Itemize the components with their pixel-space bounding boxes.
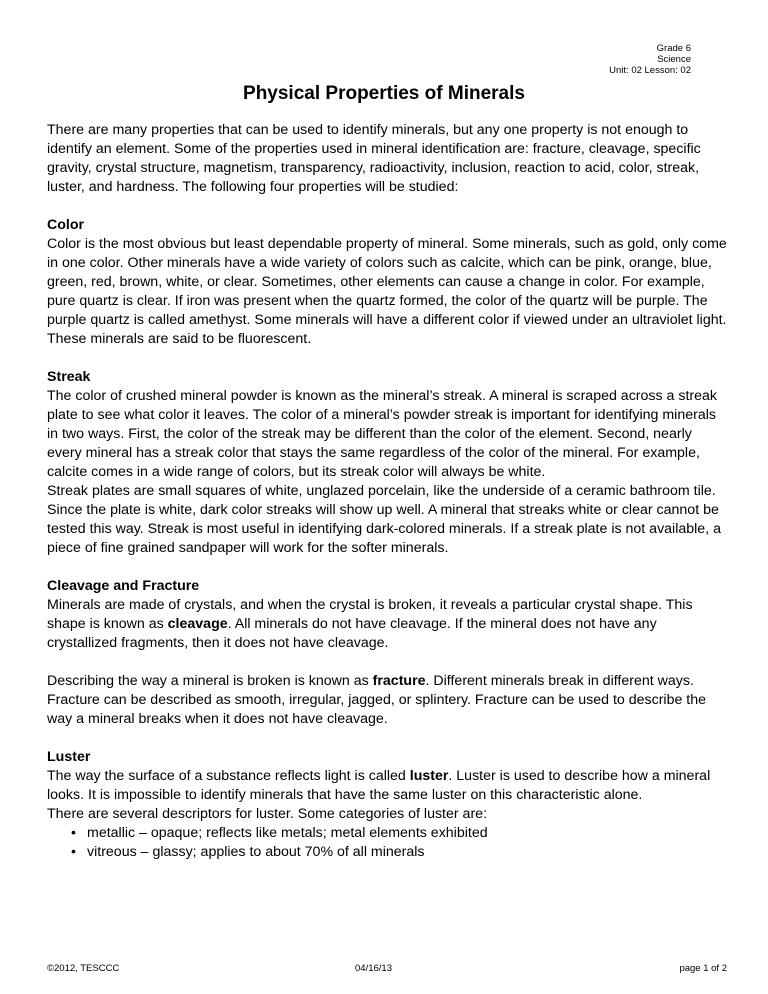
section-heading-streak: Streak (47, 369, 91, 385)
page-title: Physical Properties of Minerals (243, 83, 525, 104)
list-item: • metallic – opaque; reflects like metals; metal elements exhibited (87, 824, 727, 843)
luster-paragraph-1: The way the surface of a substance reflects light is called luster. Luster is used to describe how a mineral looks. It is impossible to identify minerals that have the same luster on this characteristic alone. (47, 768, 711, 803)
term-cleavage: cleavage (167, 616, 228, 632)
intro-paragraph: There are many properties that can be used to identify minerals, but any one property is not enough to identify an element. Some of the properties used in mineral identification are: fracture, cleavage, specific gravity, crystal structure, magnetism, transparency, radioactivity, inclusion, reaction to acid, color, streak, luster, and hardness. The following four properties will be studied: (47, 122, 701, 195)
header-grade: Grade 6 (656, 43, 691, 54)
document-body (47, 121, 727, 862)
footer-page-number: page 1 of 2 (679, 963, 727, 974)
section-heading-luster: Luster (47, 749, 91, 765)
footer-copyright: ©2012, TESCCC (47, 963, 120, 974)
luster-paragraph-2: There are several descriptors for luster. Some categories of luster are: (47, 806, 488, 822)
cleavage-paragraph: Minerals are made of crystals, and when the crystal is broken, it reveals a particular crystal shape. This shape is known as cleavage. All minerals do not have cleavage. If the mineral does not have any crystallized fragments, then it does not have cleavage. (47, 597, 693, 651)
header-subject: Science (657, 54, 691, 65)
header-unit: Unit: 02 Lesson: 02 (609, 65, 691, 76)
footer-date: 04/16/13 (355, 963, 392, 974)
term-luster: luster (409, 768, 449, 784)
color-paragraph: Color is the most obvious but least dependable property of mineral. Some minerals, such as gold, only come in one color. Other minerals have a wide variety of colors such as calcite, which can be pink, orange, blue, green, red, brown, white, or clear. Sometimes, other elements can cause a change in color. For example, pure quartz is clear. If iron was present when the quartz formed, the color of the quartz will be purple. The purple quartz is called amethyst. Some minerals will have a different color if viewed under an ultraviolet light. These minerals are said to be fluorescent. (47, 236, 727, 347)
section-heading-color: Color (47, 217, 85, 233)
term-fracture: fracture (372, 673, 426, 689)
list-item: • vitreous – glassy; applies to about 70% of all minerals (87, 843, 727, 862)
streak-paragraph-1: The color of crushed mineral powder is known as the mineral’s streak. A mineral is scraped across a streak plate to see what color it leaves. The color of a mineral’s powder streak is important for identifying minerals in two ways. First, the color of the streak may be different than the color of the element. Second, nearly every mineral has a streak color that stays the same regardless of the color of the mineral. For example, calcite comes in a wide range of colors, but its streak color will always be white. (47, 388, 717, 480)
section-heading-cleavage: Cleavage and Fracture (47, 578, 200, 594)
streak-paragraph-2: Streak plates are small squares of white, unglazed porcelain, like the underside of a ceramic bathroom tile. Since the plate is white, dark color streaks will show up well. A mineral that streaks white or clear cannot be tested this way. Streak is most useful in identifying dark-colored minerals. If a streak plate is not available, a piece of fine grained sandpaper will work for the softer minerals. (47, 483, 721, 556)
fracture-paragraph: Describing the way a mineral is broken is known as fracture. Different minerals break in different ways. Fracture can be described as smooth, irregular, jagged, or splintery. Fracture can be used to describe the way a mineral breaks when it does not have cleavage. (47, 673, 707, 727)
header-info (609, 43, 691, 76)
luster-list (47, 824, 727, 862)
